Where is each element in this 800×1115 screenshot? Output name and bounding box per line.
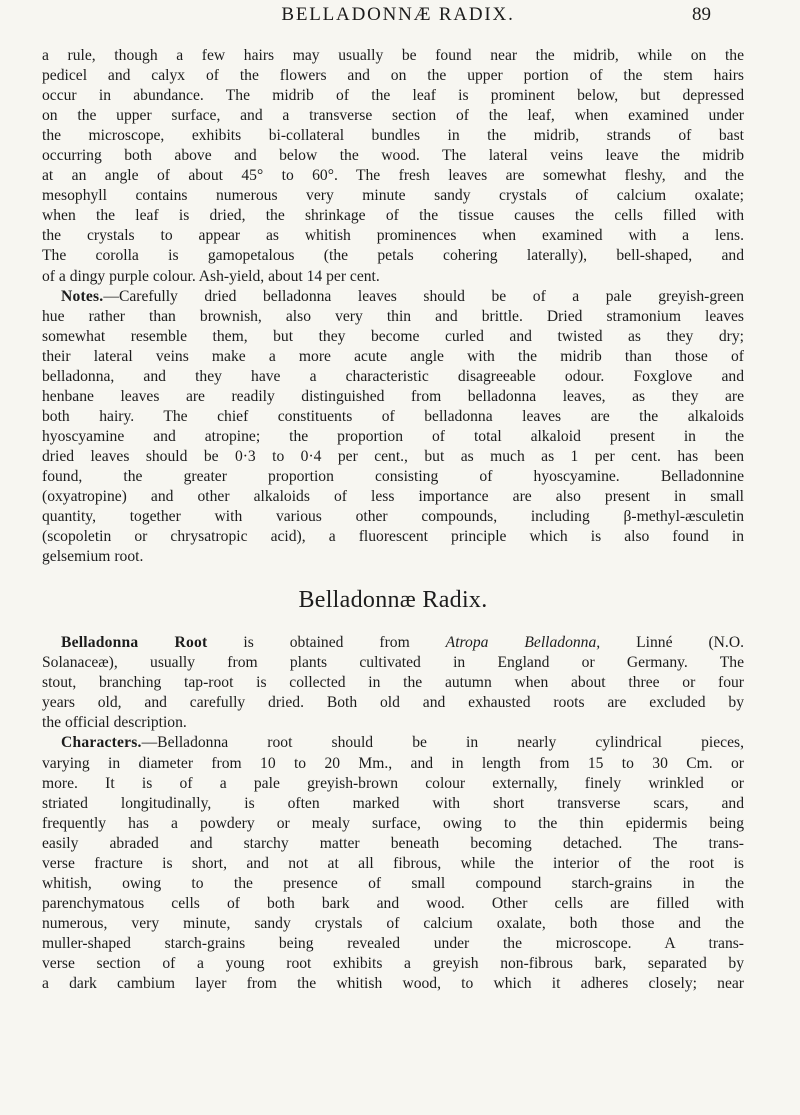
text-line bbox=[42, 733, 744, 753]
text-line: henbane leaves are readily distinguished from belladonna leaves, as they are bbox=[42, 387, 744, 405]
text-line: somewhat resemble them, but they become curled and twisted as they dry; bbox=[42, 327, 744, 345]
text-line: (oxyatropine) and other alkaloids of less importance are also present in small bbox=[42, 488, 744, 506]
text-line: frequently has a powdery or mealy surface, owing to the thin epidermis being bbox=[42, 814, 744, 832]
text-line bbox=[42, 287, 744, 307]
running-title: BELLADONNÆ RADIX. bbox=[281, 4, 515, 25]
text-line: striated longitudinally, is often marked with short transverse scars, and bbox=[42, 794, 744, 812]
text-line: hue rather than brownish, also very thin and brittle. Dried stramonium leaves bbox=[42, 307, 744, 325]
running-head bbox=[0, 4, 800, 28]
text-line: pedicel and calyx of the flowers and on the upper portion of the stem hairs bbox=[42, 67, 744, 85]
text-line: when the leaf is dried, the shrinkage of the tissue causes the cells filled with bbox=[42, 207, 744, 225]
intro-paragraph bbox=[42, 633, 744, 733]
text-line: (scopoletin or chrysatropic acid), a fluorescent principle which is also found in bbox=[42, 528, 744, 546]
text-line: mesophyll contains numerous very minute sandy crystals of calcium oxalate; bbox=[42, 187, 744, 205]
text-line: the microscope, exhibits bi-collateral bundles in the midrib, strands of bast bbox=[42, 127, 744, 145]
notes-first-line: —Carefully dried belladonna leaves should be of a pale greyish-green bbox=[103, 287, 744, 305]
text-line: more. It is of a pale greyish-brown colour externally, finely wrinkled or bbox=[42, 774, 744, 792]
text-line: stout, branching tap-root is collected in the autumn when about three or four bbox=[42, 674, 744, 692]
text-line: verse fracture is short, and not at all fibrous, while the interior of the root is bbox=[42, 854, 744, 872]
text-line: parenchymatous cells of both bark and wood. Other cells are filled with bbox=[42, 894, 744, 912]
characters-label: Characters. bbox=[61, 734, 142, 752]
text-line: a rule, though a few hairs may usually be found near the midrib, while on the bbox=[42, 47, 744, 64]
intro-lead: Belladonna Root bbox=[61, 634, 208, 652]
text-line: both hairy. The chief constituents of belladonna leaves are the alkaloids bbox=[42, 407, 744, 425]
intro-text: Linné (N.O. bbox=[600, 634, 744, 652]
text-line: years old, and carefully dried. Both old and exhausted roots are excluded by bbox=[42, 694, 744, 712]
notes-label: Notes. bbox=[61, 287, 104, 305]
text-line: varying in diameter from 10 to 20 Mm., and in length from 15 to 30 Cm. or bbox=[42, 754, 744, 772]
text-line: gelsemium root. bbox=[42, 548, 144, 566]
text-line: the official description. bbox=[42, 714, 187, 732]
text-line: on the upper surface, and a transverse section of the leaf, when examined under bbox=[42, 107, 744, 125]
page-number: 89 bbox=[692, 4, 711, 25]
section-title: Belladonnæ Radix. bbox=[298, 587, 488, 614]
text-line: quantity, together with various other compounds, including β-methyl-æsculetin bbox=[42, 508, 744, 526]
folia-continued-paragraph bbox=[42, 46, 744, 287]
text-line: whitish, owing to the presence of small compound starch-grains in the bbox=[42, 874, 744, 892]
text-line: belladonna, and they have a characteristic disagreeable odour. Foxglove and bbox=[42, 367, 744, 385]
text-line: numerous, very minute, sandy crystals of calcium oxalate, both those and the bbox=[42, 914, 744, 932]
text-line: dried leaves should be 0·3 to 0·4 per cent., but as much as 1 per cent. has been bbox=[42, 447, 744, 465]
species-name: Atropa Belladonna, bbox=[445, 634, 601, 652]
body-text bbox=[42, 46, 744, 994]
text-line: their lateral veins make a more acute angle with the midrib than those of bbox=[42, 347, 744, 365]
characters-first-line: —Belladonna root should be in nearly cylindrical pieces, bbox=[141, 734, 744, 752]
text-line: occur in abundance. The midrib of the leaf is prominent below, but depressed bbox=[42, 87, 744, 105]
text-line bbox=[42, 633, 744, 653]
text-line: Solanaceæ), usually from plants cultivated in England or Germany. The bbox=[42, 654, 744, 672]
text-line: a dark cambium layer from the whitish wood, to which it adheres closely; near bbox=[42, 975, 744, 993]
text-line: easily abraded and starchy matter beneath becoming detached. The trans- bbox=[42, 834, 744, 852]
text-line: found, the greater proportion consisting of hyoscyamine. Belladonnine bbox=[42, 467, 744, 485]
notes-paragraph bbox=[42, 287, 744, 568]
characters-paragraph bbox=[42, 733, 744, 994]
text-line: the crystals to appear as whitish prominences when examined with a lens. bbox=[42, 227, 744, 245]
text-line: occurring both above and below the wood. The lateral veins leave the midrib bbox=[42, 147, 744, 165]
text-line: The corolla is gamopetalous (the petals cohering laterally), bell-shaped, and bbox=[42, 247, 744, 265]
intro-text: is obtained from bbox=[207, 634, 446, 652]
text-line: at an angle of about 45° to 60°. The fresh leaves are somewhat fleshy, and the bbox=[42, 167, 744, 185]
text-line: verse section of a young root exhibits a greyish non-fibrous bark, separated by bbox=[42, 954, 744, 972]
text-line: of a dingy purple colour. Ash-yield, about 14 per cent. bbox=[42, 267, 380, 285]
text-line: hyoscyamine and atropine; the proportion of total alkaloid present in the bbox=[42, 427, 744, 445]
text-line: muller-shaped starch-grains being revealed under the microscope. A trans- bbox=[42, 934, 744, 952]
